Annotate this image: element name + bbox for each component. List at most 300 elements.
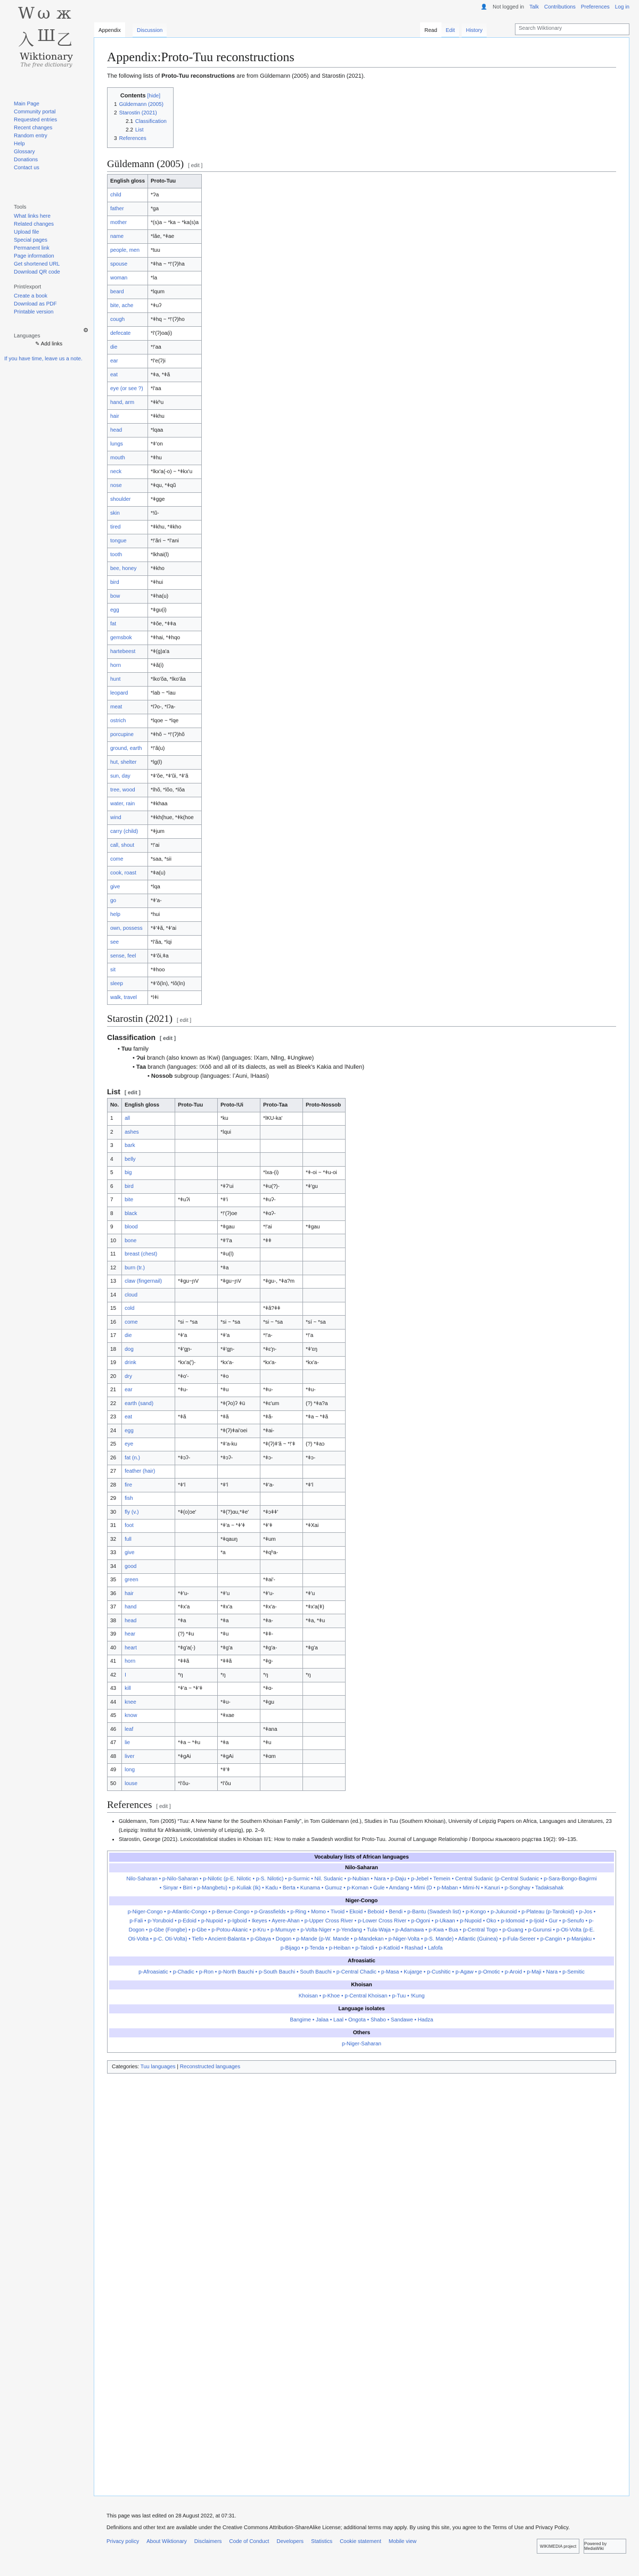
cell [260, 1370, 303, 1384]
table-row [108, 1166, 346, 1180]
table-row [108, 216, 202, 230]
cell [218, 1289, 260, 1302]
gloss-cell[interactable]: head [122, 1614, 175, 1628]
sidebar-item-link[interactable]: Community portal [14, 109, 56, 115]
table-row [108, 1641, 346, 1655]
gloss-cell[interactable]: tongue [108, 534, 148, 548]
table-row [108, 1560, 346, 1574]
navbox-group-list[interactable]: Bangime • Jalaa • Laal • Ongota • Shabo • Sandawe • Hadza [290, 2017, 433, 2023]
gloss-cell[interactable]: hand [122, 1600, 175, 1614]
pencil-icon: ✎ [35, 341, 41, 347]
form-cell: *ǂhq ~ *!'(ʔ)ho [148, 313, 202, 327]
gloss-cell[interactable]: die [108, 341, 148, 354]
tools-item-link[interactable]: What links here [14, 213, 51, 219]
footer-item-link[interactable]: Privacy policy [106, 2539, 140, 2545]
toc-link[interactable]: Classification [135, 119, 167, 125]
tab-edit[interactable]: Edit [441, 22, 459, 37]
gloss-cell[interactable]: all [122, 1112, 175, 1126]
table-row [108, 1723, 346, 1737]
tools-item-link[interactable]: Get shortened URL [14, 261, 60, 267]
gloss-cell[interactable]: sense, feel [108, 950, 148, 963]
cell: *ǂu- [175, 1383, 218, 1397]
gloss-cell[interactable]: come [122, 1316, 175, 1330]
edit-section-link[interactable]: [ edit ] [160, 1036, 176, 1042]
gloss-cell[interactable]: fire [122, 1479, 175, 1492]
gloss-cell[interactable]: knee [122, 1696, 175, 1710]
table-row [108, 1682, 346, 1696]
print-item [14, 300, 88, 308]
cell: 32 [108, 1533, 122, 1547]
table-row [108, 368, 202, 382]
gloss-cell[interactable]: big [122, 1166, 175, 1180]
search-input[interactable]: Search Wiktionary [515, 23, 629, 35]
gloss-cell[interactable]: full [122, 1533, 175, 1547]
navbox-group-list[interactable]: p-Afroasiatic • p-Chadic • p-Ron • p-North Bauchi • p-South Bauchi • South Bauchi • p-Central Chadic • p-Masa • Kujarge • p-Cushitic • p-Agaw • p-Omotic • p-Aroid • p-Maji • Nara • p-Semitic [138, 1969, 585, 1975]
gloss-cell[interactable]: fly (v.) [122, 1506, 175, 1520]
cell: *ǂ'a-ku [218, 1438, 260, 1451]
col-header[interactable]: No. [108, 1099, 122, 1112]
main-content [94, 37, 629, 2496]
cell [175, 1533, 218, 1547]
cell [303, 1560, 346, 1574]
gloss-cell[interactable]: name [108, 230, 148, 244]
gloss-cell[interactable]: nose [108, 479, 148, 493]
toc-item[interactable] [114, 126, 167, 135]
gloss-cell[interactable]: fat (n.) [122, 1451, 175, 1465]
gloss-cell[interactable]: wind [108, 811, 148, 825]
wikimedia-badge[interactable]: WIKIMEDIA project [537, 2539, 579, 2554]
form-cell: *ǂɡu(i) [148, 604, 202, 617]
cell: *ǂx'a [175, 1600, 218, 1614]
cell [218, 1139, 260, 1153]
cell [175, 1560, 218, 1574]
col-header[interactable]: Proto-Taa [260, 1099, 303, 1112]
gloss-cell[interactable]: carry (child) [108, 825, 148, 839]
form-cell: *ǂjum [148, 825, 202, 839]
gloss-cell[interactable]: bite, ache [108, 299, 148, 313]
gloss-cell[interactable]: mouth [108, 451, 148, 465]
gloss-cell[interactable]: eye (or see ?) [108, 382, 148, 396]
cell: *ǂqauŋ [218, 1533, 260, 1547]
cell: *ǀKU-ka' [260, 1112, 303, 1126]
gloss-cell[interactable]: cold [122, 1302, 175, 1316]
gloss-cell[interactable]: tree, wood [108, 783, 148, 797]
tools-item-link[interactable]: Download QR code [14, 269, 60, 275]
gloss-cell[interactable]: know [122, 1709, 175, 1723]
sidebar-item-link[interactable]: Recent changes [14, 125, 53, 131]
form-cell: *ǀ'(ʔ)oa(i) [148, 327, 202, 341]
cell [175, 1207, 218, 1221]
cell: *ǂuʔ- [260, 1193, 303, 1207]
cell [175, 1696, 218, 1710]
print-item-link[interactable]: Create a book [14, 293, 47, 299]
tab-discussion[interactable]: Discussion [133, 22, 167, 37]
gloss-cell[interactable]: woman [108, 271, 148, 285]
gloss-cell[interactable]: hair [122, 1587, 175, 1601]
preferences-link[interactable]: Preferences [580, 4, 610, 10]
toc-item[interactable] [114, 101, 167, 109]
tab-history[interactable]: History [462, 22, 487, 37]
footer-item-link[interactable]: Developers [276, 2539, 304, 2545]
cell: *ǂ'a ~ *ǂ'ǂ [218, 1519, 260, 1533]
gloss-cell[interactable]: bee, honey [108, 562, 148, 576]
gloss-cell[interactable]: die [122, 1329, 175, 1343]
footer-item-link[interactable]: Mobile view [388, 2539, 417, 2545]
edit-section-link[interactable]: [ edit ] [124, 1090, 141, 1096]
gloss-cell[interactable]: bow [108, 590, 148, 604]
gloss-cell[interactable]: ear [108, 354, 148, 368]
sidebar-item-link[interactable]: Help [14, 141, 25, 147]
gloss-cell[interactable]: egg [122, 1424, 175, 1438]
mediawiki-badge[interactable]: Powered by MediaWiki [584, 2539, 626, 2554]
table-row [108, 188, 202, 202]
gloss-cell[interactable]: father [108, 202, 148, 216]
table-row [108, 1370, 346, 1384]
gloss-cell[interactable]: cook, roast [108, 866, 148, 880]
talk-link[interactable]: Talk [529, 4, 539, 10]
edit-section-link[interactable]: [ edit ] [156, 1803, 171, 1810]
cell [303, 1492, 346, 1506]
table-row [108, 258, 202, 271]
gloss-cell[interactable]: long [122, 1763, 175, 1777]
gloss-cell[interactable]: fish [122, 1492, 175, 1506]
sidebar-item-link[interactable]: Donations [14, 157, 38, 163]
cell [218, 1682, 260, 1696]
gloss-cell[interactable]: egg [108, 604, 148, 617]
table-row [108, 424, 202, 437]
gloss-cell[interactable]: bird [122, 1180, 175, 1194]
gloss-cell[interactable]: I [122, 1669, 175, 1682]
cell: 13 [108, 1275, 122, 1289]
leave-note-link[interactable]: If you have time, leave us a note. [4, 356, 83, 362]
table-row [108, 604, 202, 617]
list-heading: List [ edit ] [107, 1087, 141, 1096]
gloss-cell[interactable]: feather (hair) [122, 1465, 175, 1479]
col-header[interactable]: English gloss [122, 1099, 175, 1112]
gloss-cell[interactable]: heart [122, 1641, 175, 1655]
table-row [108, 285, 202, 299]
gloss-cell[interactable]: dog [122, 1343, 175, 1357]
footer-item-link[interactable]: About Wiktionary [146, 2539, 187, 2545]
cell: 35 [108, 1573, 122, 1587]
cell: *ǂɑm [260, 1750, 303, 1764]
gloss-cell[interactable]: hear [122, 1628, 175, 1641]
personal-tools [481, 4, 629, 10]
print-item-link[interactable]: Download as PDF [14, 301, 57, 307]
navbox-group-list[interactable]: p-Niger-Saharan [342, 2041, 381, 2047]
gloss-cell[interactable]: walk, travel [108, 991, 148, 1005]
toc-item[interactable] [114, 135, 167, 143]
gloss-cell[interactable]: see [108, 936, 148, 950]
gloss-cell[interactable]: meat [108, 700, 148, 714]
sidebar-item [14, 100, 88, 108]
gloss-cell[interactable]: call, shout [108, 839, 148, 853]
tab-read[interactable]: Read [420, 22, 441, 37]
cell: 44 [108, 1696, 122, 1710]
form-cell: *!'ãri ~ *ǀ'ani [148, 534, 202, 548]
cell [175, 1112, 218, 1126]
table-row [108, 382, 202, 396]
gloss-cell[interactable]: eat [108, 368, 148, 382]
gloss-cell[interactable]: black [122, 1207, 175, 1221]
gloss-cell[interactable]: earth (sand) [122, 1397, 175, 1411]
gloss-cell[interactable]: claw (fingernail) [122, 1275, 175, 1289]
gloss-cell[interactable]: beard [108, 285, 148, 299]
cell: 37 [108, 1600, 122, 1614]
cell [218, 1166, 260, 1180]
col-header[interactable]: Proto-Tuu [175, 1099, 218, 1112]
cell: 31 [108, 1519, 122, 1533]
cell: *ǂɡu-, *ǂa?m [260, 1275, 303, 1289]
gloss-cell[interactable]: louse [122, 1777, 175, 1791]
col-english-gloss[interactable]: English gloss [108, 175, 148, 188]
gloss-cell[interactable]: kill [122, 1682, 175, 1696]
col-proto-tuu[interactable]: Proto-Tuu [148, 175, 202, 188]
gloss-cell[interactable]: tired [108, 521, 148, 534]
gloss-cell[interactable]: bone [122, 1234, 175, 1248]
toc-item[interactable] [114, 118, 167, 126]
cell [175, 1234, 218, 1248]
gloss-cell[interactable]: gemsbok [108, 631, 148, 645]
tools-item [14, 244, 88, 252]
gloss-cell[interactable]: spouse [108, 258, 148, 271]
gloss-cell[interactable]: fat [108, 617, 148, 631]
sidebar-item-link[interactable]: Glossary [14, 149, 35, 155]
edit-section-link[interactable]: [ edit ] [176, 1018, 192, 1023]
cell: *ku [218, 1112, 260, 1126]
cell: *si ~ *sa [175, 1316, 218, 1330]
cell: *ǂã- [260, 1410, 303, 1424]
gloss-cell[interactable]: ground, earth [108, 742, 148, 756]
gloss-cell[interactable]: blood [122, 1220, 175, 1234]
gloss-cell[interactable]: shoulder [108, 493, 148, 507]
gloss-cell[interactable]: drink [122, 1356, 175, 1370]
gloss-cell[interactable]: water, rain [108, 797, 148, 811]
cell: (?) *ǂu [175, 1628, 218, 1641]
gloss-cell[interactable]: breast (chest) [122, 1248, 175, 1261]
col-header[interactable]: Proto-ǃUi [218, 1099, 260, 1112]
footer-item-link[interactable]: Statistics [311, 2539, 333, 2545]
tools-item-link[interactable]: Upload file [14, 229, 39, 235]
tools-item-link[interactable]: Related changes [14, 221, 54, 227]
table-row [108, 1139, 346, 1153]
cell: *ǂx'a [218, 1600, 260, 1614]
gloss-cell[interactable]: give [108, 880, 148, 894]
cell: 46 [108, 1723, 122, 1737]
gloss-cell[interactable]: ostrich [108, 714, 148, 728]
table-row [108, 908, 202, 922]
cell: *!'(ʔ)oe [218, 1207, 260, 1221]
cell: 39 [108, 1628, 122, 1641]
gloss-cell[interactable]: dry [122, 1370, 175, 1384]
gear-icon[interactable]: ⚙ [83, 327, 88, 334]
toc-item[interactable] [114, 109, 167, 118]
cell: 45 [108, 1709, 122, 1723]
table-of-contents [107, 87, 174, 148]
navbox-group-list[interactable]: p-Niger-Congo • p-Atlantic-Congo • p-Benue-Congo • p-Grassfields • p-Ring • Momo • Tivoid • Ekoid • Beboid • Bendi • p-Bantu (Swadesh list) • p-Kongo • p-Jukunoid • p-Plateau (p-Tarokoid) • p-Jos • p-Fali • p-Yoruboid • p-Edoid • p-Nupoid • p-Igboid • Ikeyes • Ayere-Ahan • p-Upper Cross River • p-Lower Cross River • p-Ogoni • p-Ukaan • p-Nupoid • Oko • p-Idomoid • p-Ijoid • Gur • p-Senufo • p-Dogon • p-Gbe (Fongbe) • p-Gbe • p-Potou-Akanic • p-Kru • p-Mumuye • p-Volta-Niger • p-Yendang • Tula-Waja • p-Adamawa • p-Kwa • Bua • p-Central Togo • p-Guang • p-Gurunsi • p-Oti-Volta (p-E. Oti-Volta • p-C. Oti-Volta) • Tiefo • Ancient-Balanta • p-Gbaya • Dogon • p-Mande (p-W. Mande • p-Mandekan • p-Niger-Volta • p-S. Mande) • Atlantic (Guinea) • p-Fula-Sereer • p-Cangin • p-Manjaku • p-Bijago • p-Tenda • p-Heiban • p-Talodi • p-Katloid • Rashad • Lafofa [127, 1909, 596, 1951]
table-row [108, 1424, 346, 1438]
cell: 2 [108, 1126, 122, 1140]
gloss-cell[interactable]: sleep [108, 977, 148, 991]
col-header[interactable]: Proto-Nossob [303, 1099, 346, 1112]
cell: *ǂ'u- [260, 1587, 303, 1601]
user-icon: 👤 [480, 4, 488, 10]
tools-item-link[interactable]: Page information [14, 253, 54, 259]
cell: *ǂuʔi [175, 1193, 218, 1207]
toc-link[interactable]: List [135, 127, 144, 133]
cell: *ǂum [260, 1533, 303, 1547]
gloss-cell[interactable]: liver [122, 1750, 175, 1764]
toc-hide-link[interactable]: [hide] [147, 93, 161, 99]
tab-appendix[interactable]: Appendix [94, 22, 125, 37]
footer-item [229, 2538, 269, 2546]
gloss-cell[interactable]: hunt [108, 673, 148, 687]
gloss-cell[interactable]: skin [108, 507, 148, 521]
sidebar-item-link[interactable]: Contact us [14, 165, 39, 171]
gloss-cell[interactable]: good [122, 1560, 175, 1574]
cell [303, 1696, 346, 1710]
cell: *ǂɔ- [303, 1451, 346, 1465]
cell [303, 1424, 346, 1438]
gloss-cell[interactable]: help [108, 908, 148, 922]
cell [175, 1763, 218, 1777]
gloss-cell[interactable]: hair [108, 410, 148, 424]
table-row [108, 991, 202, 1005]
cell: *ǂɑʔ- [260, 1207, 303, 1221]
gloss-cell[interactable]: lie [122, 1736, 175, 1750]
contributions-link[interactable]: Contributions [544, 4, 576, 10]
categories-label[interactable]: Categories [112, 2063, 138, 2070]
table-row [108, 1777, 346, 1791]
cell: *ǂɛ'um [260, 1397, 303, 1411]
gloss-cell[interactable]: leopard [108, 687, 148, 700]
gloss-cell[interactable]: foot [122, 1519, 175, 1533]
gloss-cell[interactable]: hartebeest [108, 645, 148, 659]
gloss-cell[interactable]: own, possess [108, 922, 148, 936]
print-item-link[interactable]: Printable version [14, 309, 54, 315]
table-row [108, 659, 202, 673]
gloss-cell[interactable]: green [122, 1573, 175, 1587]
cell: 41 [108, 1655, 122, 1669]
cell [175, 1139, 218, 1153]
toc-link[interactable]: References [119, 136, 146, 142]
table-row [108, 1302, 346, 1316]
site-logo[interactable] [14, 3, 79, 68]
tools-item-link[interactable]: Permanent link [14, 245, 50, 251]
cell: *ǂu [218, 1628, 260, 1641]
gloss-cell[interactable]: defecate [108, 327, 148, 341]
cell: *ǂɡau [303, 1220, 346, 1234]
gloss-cell[interactable]: bird [108, 576, 148, 590]
gloss-cell[interactable]: come [108, 853, 148, 866]
toc-link[interactable]: Güldemann (2005) [119, 102, 163, 108]
tools-portal [14, 198, 88, 276]
cell: 6 [108, 1180, 122, 1194]
gloss-cell[interactable]: hand, arm [108, 396, 148, 410]
gloss-cell[interactable]: go [108, 894, 148, 908]
gloss-cell[interactable]: sun, day [108, 770, 148, 783]
add-links[interactable]: ✎ Add links [35, 341, 63, 347]
cell: *ŋ [175, 1669, 218, 1682]
tools-item [14, 220, 88, 228]
table-row [108, 1329, 346, 1343]
gloss-cell[interactable]: belly [122, 1153, 175, 1167]
gloss-cell[interactable]: lungs [108, 437, 148, 451]
cell: 49 [108, 1763, 122, 1777]
gloss-cell[interactable]: horn [122, 1655, 175, 1669]
table-row [108, 271, 202, 285]
cell: *ǂai- [260, 1424, 303, 1438]
gloss-cell[interactable]: hut, shelter [108, 756, 148, 770]
license-text: Definitions and other text are available under the Creative Commons Attribution-ShareAlike License; additional terms may apply. By using this site, you agree to the Terms of Use and Privacy Policy. [106, 2525, 570, 2531]
tools-item [14, 212, 88, 220]
gloss-cell[interactable]: cloud [122, 1289, 175, 1302]
cell: *ǂ-oi ~ *ǂu-oi [303, 1166, 346, 1180]
gloss-cell[interactable]: horn [108, 659, 148, 673]
tools-item-link[interactable]: Special pages [14, 237, 47, 243]
table-row [108, 396, 202, 410]
gloss-cell[interactable]: bark [122, 1139, 175, 1153]
gloss-cell[interactable]: head [108, 424, 148, 437]
cell [303, 1736, 346, 1750]
footer-item-link[interactable]: Cookie statement [340, 2539, 381, 2545]
category-link[interactable]: Reconstructed languages [179, 2063, 241, 2070]
gloss-cell[interactable]: burn (tr.) [122, 1261, 175, 1275]
gloss-cell[interactable]: eye [122, 1438, 175, 1451]
cell: *ǂa ~ *ǂu [175, 1736, 218, 1750]
cell [303, 1139, 346, 1153]
cell: *ŋ [218, 1669, 260, 1682]
cell [175, 1261, 218, 1275]
gloss-cell[interactable]: leaf [122, 1723, 175, 1737]
login-link[interactable]: Log in [615, 4, 629, 10]
gloss-cell[interactable]: tooth [108, 548, 148, 562]
footer-item-link[interactable]: Code of Conduct [229, 2539, 269, 2545]
table-row [108, 1275, 346, 1289]
section-references-heading: References [ edit ] [107, 1799, 616, 1813]
cell: 33 [108, 1546, 122, 1560]
sidebar-item-link[interactable]: Main Page [14, 101, 39, 107]
gloss-cell[interactable]: ear [122, 1383, 175, 1397]
list-item: • Nossob subgroup (languages: ǀʼAuni, ǀHaasi) [148, 1072, 616, 1081]
gloss-cell[interactable]: child [108, 188, 148, 202]
gloss-cell[interactable]: cough [108, 313, 148, 327]
gloss-cell[interactable]: sit [108, 963, 148, 977]
gloss-cell[interactable]: give [122, 1546, 175, 1560]
navbox-group-list[interactable]: Nilo-Saharan • p-Nilo-Saharan • p-Nilotic (p-E. Nilotic • p-S. Nilotic) • p-Surmic • Nil. Sudanic • p-Nubian • Nara • p-Daju • p-Jebel • Temein • Central Sudanic (p-Central Sudanic • p-Sara-Bongo-Bagirmi • Sinyar • Birri • p-Mangbetu) • p-Kuliak (Ik) • Kadu • Berta • Kunama • Gumuz • p-Koman • Gule • Amdang • Mimi (D • p-Maban • Mimi-N • Kanuri • p-Songhay • Tadaksahak [126, 1876, 597, 1891]
gloss-cell[interactable]: eat [122, 1410, 175, 1424]
gloss-cell[interactable]: bite [122, 1193, 175, 1207]
category-link[interactable]: Tuu languages [140, 2063, 176, 2070]
cell: *si ~ *sa [260, 1316, 303, 1330]
sidebar-item-link[interactable]: Requested entries [14, 117, 58, 123]
gloss-cell[interactable]: people, men [108, 244, 148, 258]
gloss-cell[interactable]: mother [108, 216, 148, 230]
table-row [108, 1234, 346, 1248]
edit-section-link[interactable]: [ edit ] [188, 163, 203, 169]
navbox-group-list[interactable]: Khoisan • p-Khoe • p-Central Khoisan • p-Tuu • ǃKung [298, 1993, 425, 1999]
gloss-cell[interactable]: neck [108, 465, 148, 479]
gloss-cell[interactable]: porcupine [108, 728, 148, 742]
cell: *ǂʔ'ui [218, 1180, 260, 1194]
site-tagline: The free dictionary [20, 62, 72, 68]
toc-link[interactable]: Starostin (2021) [119, 110, 157, 116]
form-cell: *ǂhui [148, 576, 202, 590]
gloss-cell[interactable]: ashes [122, 1126, 175, 1140]
sidebar-item-link[interactable]: Random entry [14, 133, 47, 139]
footer-item-link[interactable]: Disclaimers [194, 2539, 222, 2545]
footer-item [389, 2538, 416, 2546]
